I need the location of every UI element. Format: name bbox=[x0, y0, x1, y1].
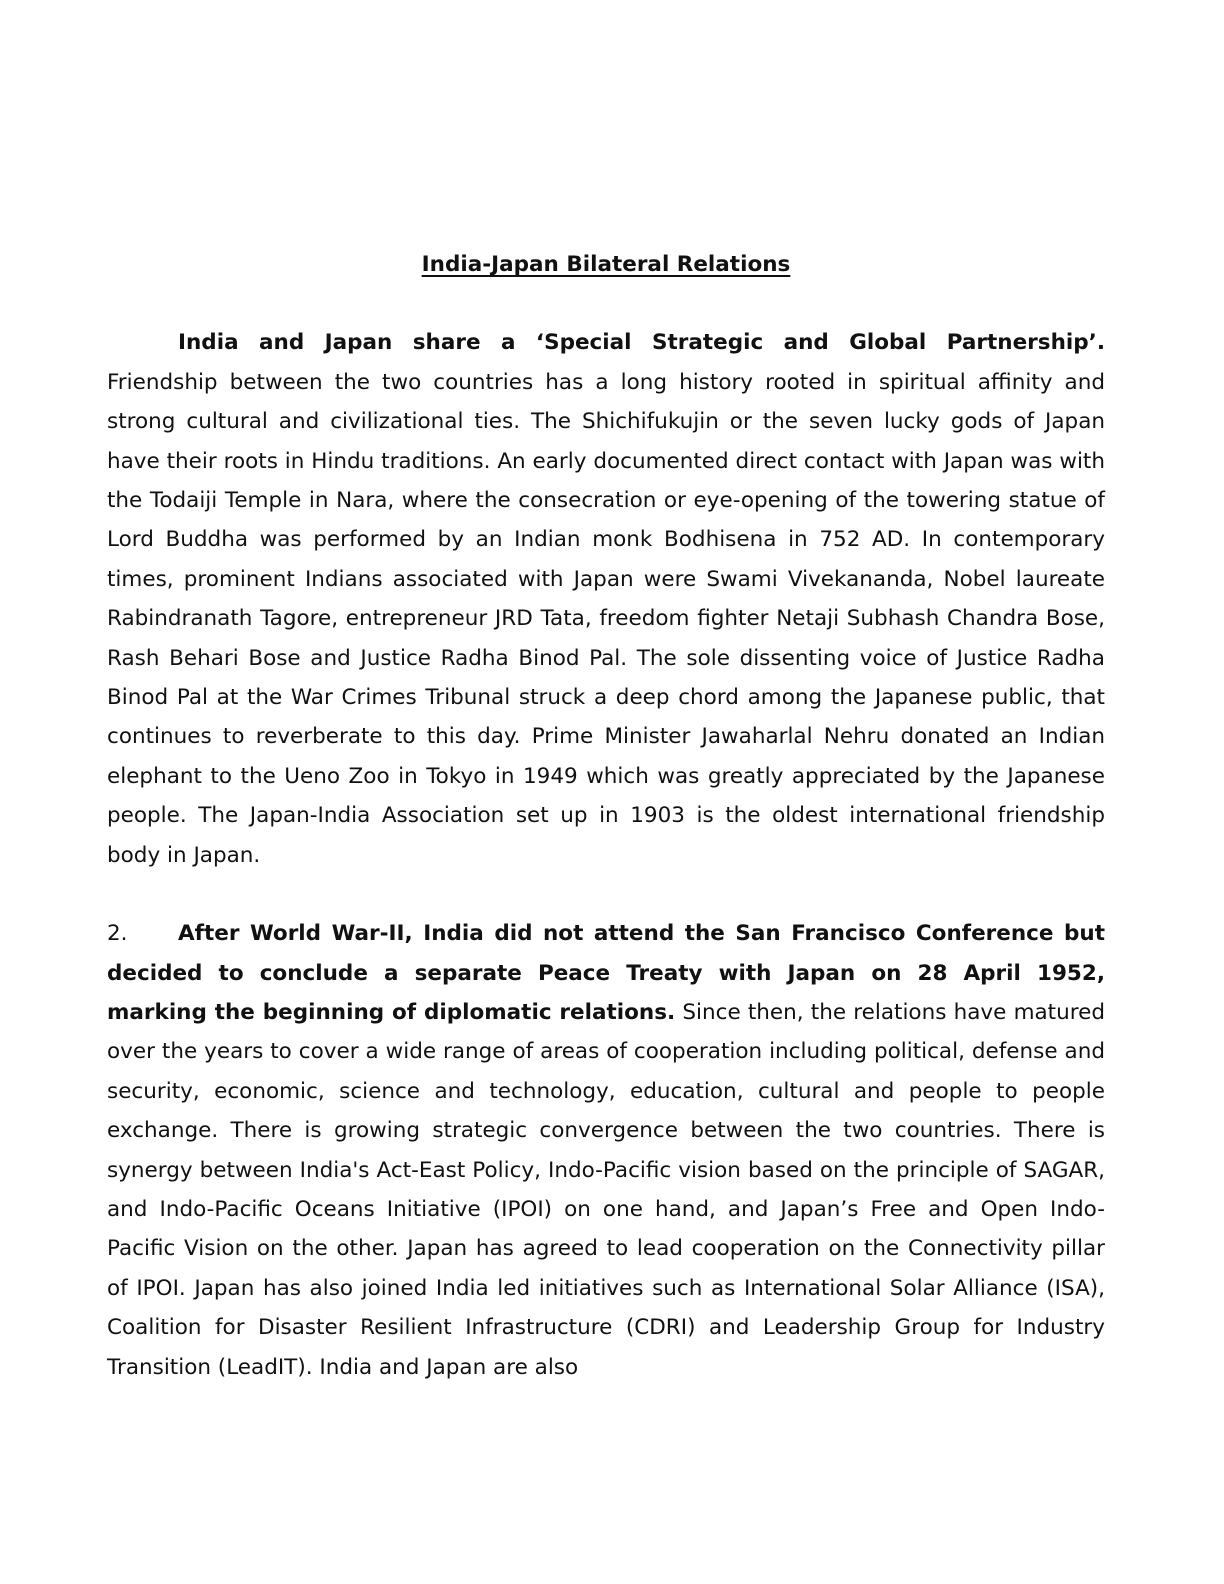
paragraph-2-body: Since then, the relations have matured over the years to cover a wide range of areas of cooperation including political, defense and security, economic, science and technology, education, cultural and people to people exchange. There is growing strategic convergence between the two countries. There is synergy between India's Act-East Policy, Indo-Pacific vision based on the principle of SAGAR, and Indo-Pacific Oceans Initiative (IPOI) on one hand, and Japan’s Free and Open Indo-Pacific Vision on the other. Japan has agreed to lead cooperation on the Connectivity pillar of IPOI. Japan has also joined India led initiatives such as International Solar Alliance (ISA), Coalition for Disaster Resilient Infrastructure (CDRI) and Leadership Group for Industry Transition (LeadIT). India and Japan are also bbox=[107, 999, 1105, 1380]
paragraph-1-lead: India and Japan share a ‘Special Strategic and Global Partnership’. bbox=[178, 330, 1105, 356]
paragraph-2-number: 2. bbox=[107, 921, 128, 947]
paragraph-2-lead: After World War-II, India did not attend the San Francisco Conference but decided to conclude a separate Peace Treaty with Japan on 28 April 1952, marking the beginning of diplomatic relations. bbox=[107, 921, 1105, 1025]
document-title: India-Japan Bilateral Relations bbox=[421, 252, 791, 277]
document-page bbox=[107, 245, 1105, 1426]
paragraph-1 bbox=[107, 323, 1105, 875]
paragraph-2 bbox=[107, 914, 1105, 1387]
paragraph-1-body: Friendship between the two countries has a long history rooted in spiritual affinity and strong cultural and civilizational ties. The Shichifukujin or the seven lucky gods of Japan have their roots in Hindu traditions. An early documented direct contact with Japan was with the Todaiji Temple in Nara, where the consecration or eye-opening of the towering statue of Lord Buddha was performed by an Indian monk Bodhisena in 752 AD. In contemporary times, prominent Indians associated with Japan were Swami Vivekananda, Nobel laureate Rabindranath Tagore, entrepreneur JRD Tata, freedom fighter Netaji Subhash Chandra Bose, Rash Behari Bose and Justice Radha Binod Pal. The sole dissenting voice of Justice Radha Binod Pal at the War Crimes Tribunal struck a deep chord among the Japanese public, that continues to reverberate to this day. Prime Minister Jawaharlal Nehru donated an Indian elephant to the Ueno Zoo in Tokyo in 1949 which was greatly appreciated by the Japanese people. The Japan-India Association set up in 1903 is the oldest international friendship body in Japan. bbox=[107, 369, 1105, 868]
